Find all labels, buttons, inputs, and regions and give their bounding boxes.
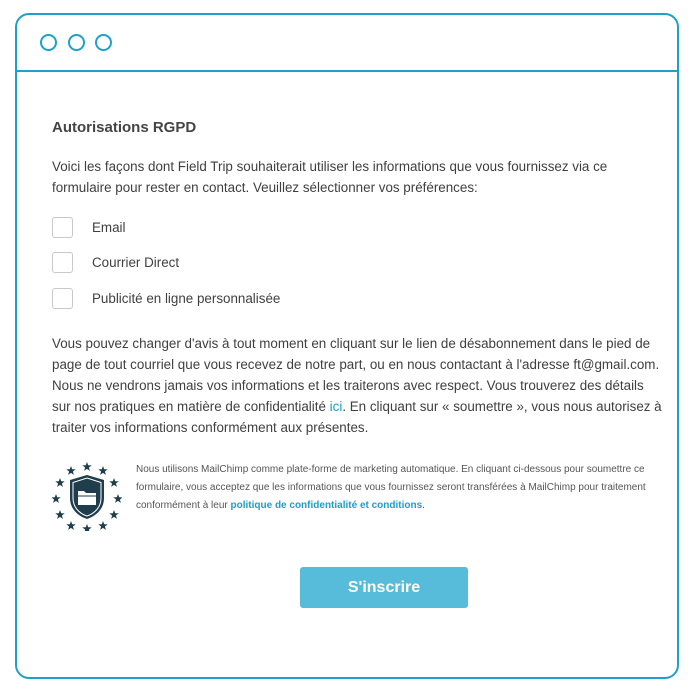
window-control-dot[interactable] — [95, 34, 112, 51]
preference-direct-mail[interactable] — [52, 252, 179, 273]
consent-text-part: Vous pouvez changer d'avis à tout moment en cliquant sur le lien de désabonnement dans le pied de page de tout courriel que vous recevez de notre part, ou en nous contactant à l'adresse ft@gmail.com. Nous ne vendrons jamais vos informations et les traiterons avec respect. Vous trouverez des détails sur nos pratiques en matière de confidentialité — [52, 336, 660, 414]
window-titlebar — [17, 15, 677, 72]
window-control-dot[interactable] — [68, 34, 85, 51]
preference-label: Publicité en ligne personnalisée — [92, 291, 281, 306]
notice-text-part: . — [422, 500, 425, 511]
preference-personalized-ads[interactable] — [52, 288, 280, 309]
direct-mail-checkbox[interactable] — [52, 252, 73, 273]
preference-label: Email — [92, 220, 126, 235]
preference-label: Courrier Direct — [92, 255, 180, 270]
form-heading: Autorisations RGPD — [52, 119, 197, 136]
email-checkbox[interactable] — [52, 217, 73, 238]
notice-text-part: Nous utilisons MailChimp comme plate-forme de marketing automatique. En cliquant ci-dessous pour soumettre ce formulaire, vous acceptez que les informations que vous fournissez seront transférées à MailChimp pour traitement conformément à leur — [136, 464, 646, 511]
personalized-ads-checkbox[interactable] — [52, 288, 73, 309]
terms-link[interactable]: politique de confidentialité et conditions — [230, 500, 423, 511]
browser-window — [15, 13, 679, 679]
privacy-link[interactable]: ici — [329, 399, 343, 414]
gdpr-shield-icon — [52, 461, 122, 531]
consent-text-part: . En cliquant sur « soumettre », vous nous autorisez à traiter vos informations conformément aux présentes. — [52, 399, 662, 435]
window-control-dot[interactable] — [40, 34, 57, 51]
intro-text: Voici les façons dont Field Trip souhaiterait utiliser les informations que vous fournissez via ce formulaire pour rester en contact. Veuillez sélectionner vos préférences: — [52, 159, 608, 195]
subscribe-button[interactable]: S'inscrire — [300, 567, 468, 608]
mailchimp-notice-text — [136, 461, 666, 515]
mailchimp-notice — [52, 461, 666, 531]
consent-text — [52, 333, 666, 438]
preference-email[interactable] — [52, 217, 125, 238]
